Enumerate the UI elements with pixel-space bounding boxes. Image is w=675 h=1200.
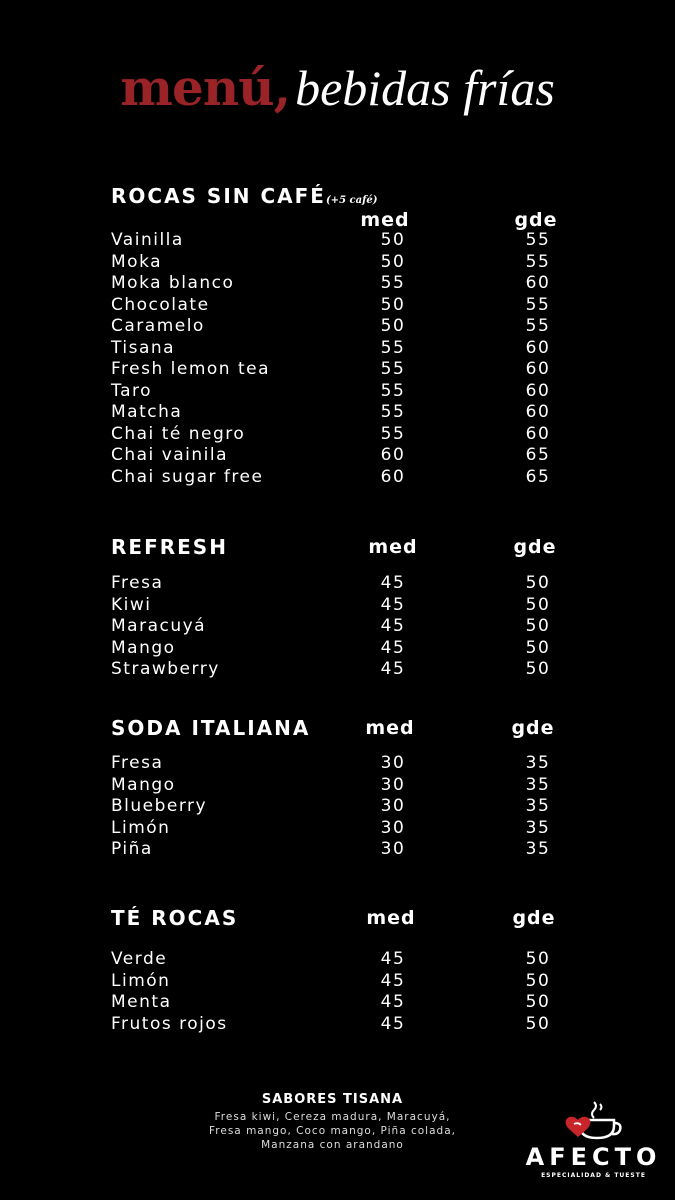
menu-item-row	[0, 273, 675, 295]
section-title: ROCAS SIN CAFÉ(+5 café)	[111, 184, 378, 208]
price-gde: 35	[525, 817, 551, 838]
price-med: 50	[380, 316, 406, 336]
item-name: Kiwi	[111, 594, 152, 615]
section-note: (+5 café)	[325, 195, 378, 206]
price-med: 45	[380, 637, 406, 658]
col-label-med: med	[365, 717, 415, 739]
price-med: 50	[380, 230, 406, 250]
price-gde: 50	[525, 949, 551, 969]
col-label-gde: gde	[511, 717, 555, 739]
item-name: Vainilla	[111, 230, 184, 250]
tisana-line: Manzana con arandano	[261, 1139, 404, 1151]
price-med: 60	[380, 445, 406, 465]
menu-item-row	[0, 402, 675, 424]
price-gde: 50	[525, 594, 551, 615]
item-name: Maracuyá	[111, 616, 207, 636]
menu-item-row	[0, 796, 675, 818]
item-name: Chai té negro	[111, 423, 246, 444]
price-gde: 55	[525, 294, 551, 315]
item-name: Mango	[111, 637, 176, 658]
price-med: 50	[380, 251, 406, 272]
menu-item-row	[0, 839, 675, 861]
price-med: 55	[380, 380, 406, 401]
price-med: 55	[380, 423, 406, 444]
price-med: 55	[380, 337, 406, 358]
price-gde: 60	[525, 359, 551, 379]
menu-item-row	[0, 359, 675, 381]
title-accent: menú,	[120, 58, 290, 117]
menu-item-row	[0, 338, 675, 360]
item-name: Matcha	[111, 402, 183, 422]
price-gde: 60	[525, 423, 551, 444]
section-title: REFRESH	[111, 535, 228, 559]
price-gde: 60	[525, 337, 551, 358]
item-name: Mango	[111, 774, 176, 795]
menu-item-row	[0, 381, 675, 403]
price-gde: 50	[525, 1013, 551, 1034]
price-med: 60	[380, 466, 406, 487]
menu-item-row	[0, 230, 675, 252]
price-med: 30	[380, 774, 406, 795]
menu-item-row	[0, 573, 675, 595]
price-gde: 55	[525, 230, 551, 250]
item-name: Menta	[111, 992, 172, 1012]
tisana-line: Fresa kiwi, Cereza madura, Maracuyá,	[214, 1111, 451, 1123]
price-gde: 60	[525, 380, 551, 401]
tisana-flavors	[175, 1090, 490, 1152]
item-name: Fresa	[111, 573, 164, 593]
price-gde: 65	[525, 445, 551, 465]
logo-wordmark: AFECTO	[525, 1143, 662, 1171]
item-name: Chai sugar free	[111, 466, 264, 487]
col-label-med: med	[368, 536, 418, 558]
item-name: Taro	[111, 380, 153, 401]
price-med: 45	[380, 970, 406, 991]
price-med: 45	[380, 949, 406, 969]
price-gde: 50	[525, 573, 551, 593]
price-med: 45	[380, 594, 406, 615]
item-name: Chai vainila	[111, 445, 229, 465]
item-name: Piña	[111, 839, 153, 859]
price-gde: 35	[525, 774, 551, 795]
menu-item-row	[0, 818, 675, 840]
price-gde: 60	[525, 402, 551, 422]
item-name: Caramelo	[111, 316, 205, 336]
menu-item-row	[0, 316, 675, 338]
menu-item-row	[0, 295, 675, 317]
menu-item-row	[0, 424, 675, 446]
price-gde: 50	[525, 616, 551, 636]
price-gde: 65	[525, 466, 551, 487]
price-med: 45	[380, 1013, 406, 1034]
item-name: Frutos rojos	[111, 1013, 228, 1034]
page-title	[0, 58, 675, 130]
menu-item-row	[0, 775, 675, 797]
price-med: 45	[380, 616, 406, 636]
price-gde: 55	[525, 251, 551, 272]
tisana-title: SABORES TISANA	[261, 1092, 404, 1107]
price-med: 55	[380, 402, 406, 422]
item-name: Limón	[111, 970, 171, 991]
price-med: 55	[380, 273, 406, 293]
price-med: 45	[380, 992, 406, 1012]
price-gde: 55	[525, 316, 551, 336]
menu-item-row	[0, 949, 675, 971]
col-label-gde: gde	[514, 209, 558, 231]
menu-item-row	[0, 445, 675, 467]
price-gde: 50	[525, 992, 551, 1012]
tisana-line: Fresa mango, Coco mango, Piña colada,	[209, 1125, 456, 1137]
menu-item-row	[0, 638, 675, 660]
item-name: Blueberry	[111, 796, 208, 816]
section-title: SODA ITALIANA	[111, 716, 311, 740]
price-gde: 35	[525, 796, 551, 816]
item-name: Strawberry	[111, 659, 220, 679]
price-med: 30	[380, 753, 406, 773]
menu-item-row	[0, 971, 675, 993]
price-gde: 60	[525, 273, 551, 293]
section-title: TÉ ROCAS	[111, 906, 239, 930]
col-label-gde: gde	[512, 907, 556, 929]
price-med: 55	[380, 359, 406, 379]
menu-item-row	[0, 659, 675, 681]
price-med: 30	[380, 796, 406, 816]
col-label-med: med	[360, 209, 410, 231]
item-name: Fresh lemon tea	[111, 359, 271, 379]
price-gde: 35	[525, 753, 551, 773]
price-gde: 50	[525, 637, 551, 658]
item-name: Chocolate	[111, 294, 210, 315]
coffee-cup-heart-icon	[564, 1098, 624, 1144]
price-med: 45	[380, 573, 406, 593]
item-name: Limón	[111, 817, 171, 838]
menu-item-row	[0, 467, 675, 489]
item-name: Moka	[111, 251, 163, 272]
price-gde: 50	[525, 970, 551, 991]
price-med: 30	[380, 817, 406, 838]
item-name: Tisana	[111, 337, 176, 358]
title-rest: bebidas frías	[295, 60, 555, 116]
col-label-gde: gde	[513, 536, 557, 558]
item-name: Fresa	[111, 753, 164, 773]
price-gde: 50	[525, 659, 551, 679]
menu-item-row	[0, 753, 675, 775]
item-name: Moka blanco	[111, 273, 235, 293]
item-name: Verde	[111, 949, 168, 969]
price-med: 50	[380, 294, 406, 315]
price-med: 30	[380, 839, 406, 859]
price-gde: 35	[525, 839, 551, 859]
menu-item-row	[0, 616, 675, 638]
menu-item-row	[0, 1014, 675, 1036]
afecto-logo	[516, 1098, 671, 1184]
col-label-med: med	[366, 907, 416, 929]
menu-item-row	[0, 992, 675, 1014]
logo-tagline: ESPECIALIDAD & TUESTE	[541, 1172, 646, 1179]
menu-item-row	[0, 595, 675, 617]
price-med: 45	[380, 659, 406, 679]
menu-item-row	[0, 252, 675, 274]
